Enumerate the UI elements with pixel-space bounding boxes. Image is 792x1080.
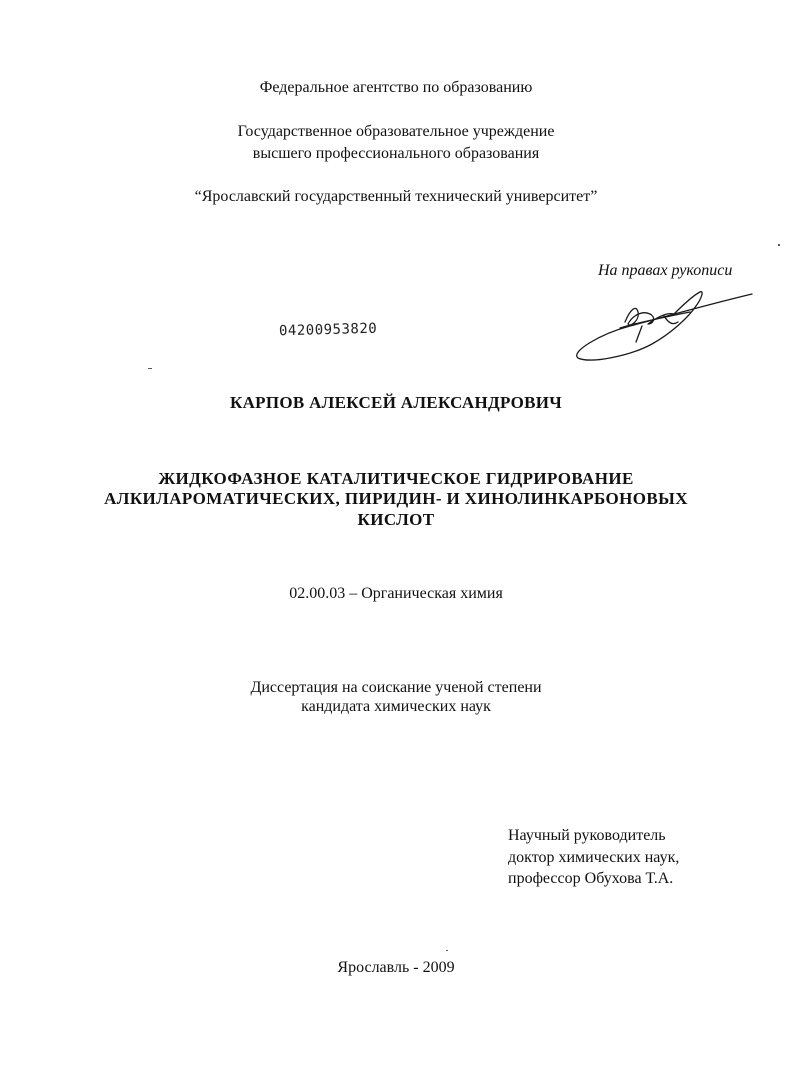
dissertation-title-line-2: АЛКИЛАРОМАТИЧЕСКИХ, ПИРИДИН- И ХИНОЛИНКАРБОНОВЫХ: [104, 489, 688, 508]
supervisor-line-3: профессор Обухова Т.А.: [508, 870, 674, 887]
agency-line: Федеральное агентство по образованию: [259, 79, 533, 96]
handwritten-signature: [570, 282, 755, 362]
dissertation-title-line-3: КИСЛОТ: [357, 510, 435, 529]
supervisor-line-1: Научный руководитель: [508, 827, 666, 844]
city-year: Ярославль - 2009: [337, 959, 455, 976]
degree-line-2: кандидата химических наук: [301, 698, 491, 715]
degree-line-1: Диссертация на соискание ученой степени: [250, 679, 542, 696]
scan-speck: [446, 950, 448, 951]
institution-line-1: Государственное образовательное учреждение: [237, 123, 555, 140]
manuscript-rights-note: На правах рукописи: [598, 262, 733, 279]
scan-speck: [778, 244, 780, 246]
document-number: 04200953820: [278, 320, 378, 340]
dissertation-title-line-1: ЖИДКОФАЗНОЕ КАТАЛИТИЧЕСКОЕ ГИДРИРОВАНИЕ: [158, 469, 634, 488]
supervisor-line-2: доктор химических наук,: [508, 849, 680, 866]
specialty-code: 02.00.03 – Органическая химия: [289, 585, 503, 602]
university-name: “Ярославский государственный технический университет”: [194, 188, 598, 205]
author-name: КАРПОВ АЛЕКСЕЙ АЛЕКСАНДРОВИЧ: [229, 393, 563, 412]
scan-speck: [148, 368, 152, 369]
institution-line-2: высшего профессионального образования: [252, 145, 540, 162]
